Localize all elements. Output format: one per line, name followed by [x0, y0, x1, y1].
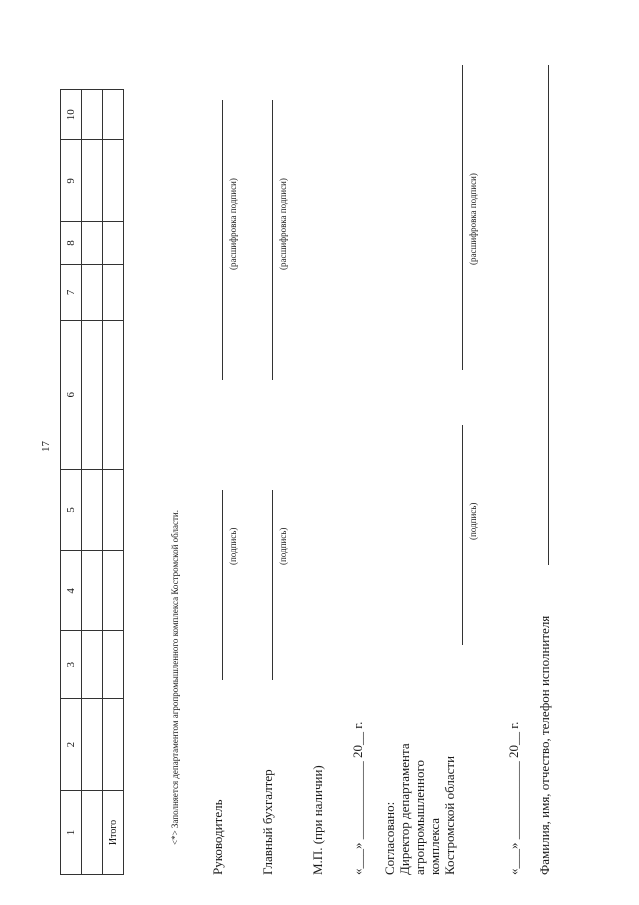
director-line: агропромышленного	[412, 760, 427, 875]
signature-caption: (подпись)	[228, 527, 238, 565]
table-cell	[103, 140, 124, 222]
accountant-signature-line	[272, 490, 273, 680]
table-cell	[103, 222, 124, 264]
table-header-cell: 3	[61, 631, 82, 699]
head-label: Руководитель	[210, 799, 225, 875]
table-cell	[103, 631, 124, 699]
director-line: Директор департамента	[397, 743, 412, 875]
table-cell	[82, 790, 103, 874]
total-label: Итого	[103, 790, 124, 874]
head-decoding-line	[222, 100, 223, 380]
signature-caption: (подпись)	[468, 502, 478, 540]
table-cell	[103, 320, 124, 469]
table-header-cell: 10	[61, 90, 82, 140]
table-cell	[103, 264, 124, 320]
table-header-cell: 5	[61, 469, 82, 551]
director-signature-line	[462, 425, 463, 645]
table-header-cell: 1	[61, 790, 82, 874]
date-line-1: «___» ____________ 20__ г.	[350, 721, 365, 875]
table-header-cell: 4	[61, 551, 82, 631]
table-row	[82, 90, 103, 875]
table-cell	[82, 551, 103, 631]
table-header-cell: 8	[61, 222, 82, 264]
director-line: Костромской области	[442, 755, 457, 875]
decoding-caption: (расшифровка подписи)	[228, 178, 238, 270]
table-cell	[82, 631, 103, 699]
table-cell	[82, 90, 103, 140]
table-header-cell: 9	[61, 140, 82, 222]
footnote: <*> Заполняется департаментом агропромышленного комплекса Костромской области.	[170, 510, 180, 845]
accountant-label: Главный бухгалтер	[260, 769, 275, 875]
executor-label: Фамилия, имя, отчество, телефон исполнителя	[537, 615, 552, 875]
table-header-row	[61, 90, 82, 875]
accountant-decoding-line	[272, 100, 273, 380]
table-cell	[82, 699, 103, 791]
page-number: 17	[40, 441, 52, 452]
signature-caption: (подпись)	[278, 527, 288, 565]
data-table	[60, 89, 124, 875]
table-cell	[82, 222, 103, 264]
stamp-label: М.П. (при наличии)	[310, 765, 325, 875]
table-header-cell: 7	[61, 264, 82, 320]
table-header-cell: 6	[61, 320, 82, 469]
date-line-2: «___» ____________ 20__ г.	[506, 721, 521, 875]
table-total-row	[103, 90, 124, 875]
table-cell	[82, 140, 103, 222]
table-cell	[103, 90, 124, 140]
table-cell	[103, 469, 124, 551]
table-header-cell: 2	[61, 699, 82, 791]
decoding-caption: (расшифровка подписи)	[468, 173, 478, 265]
rotated-document-sheet	[60, 35, 580, 875]
director-decoding-line	[462, 65, 463, 370]
table-cell	[82, 469, 103, 551]
head-signature-line	[222, 490, 223, 680]
agreed-label: Согласовано:	[382, 801, 397, 875]
table-cell	[103, 699, 124, 791]
table-cell	[103, 551, 124, 631]
table-cell	[82, 264, 103, 320]
executor-line	[548, 65, 549, 565]
table-cell	[82, 320, 103, 469]
decoding-caption: (расшифровка подписи)	[278, 178, 288, 270]
director-line: комплекса	[427, 817, 442, 875]
